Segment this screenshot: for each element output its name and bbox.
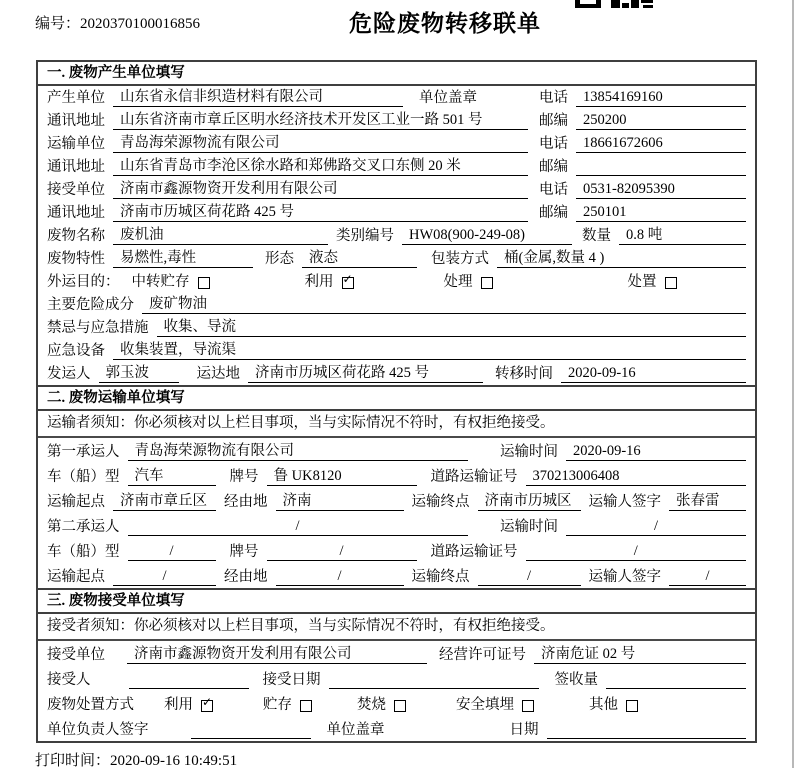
transport-address-label: 通讯地址 [47,159,105,175]
qr-code-fragment-icon [575,0,653,9]
terminal-value: 济南市历城区 [478,493,581,511]
second-transport-date-label: 运输时间 [500,519,558,535]
waste-property-label: 废物特性 [47,251,105,267]
receiver-unit-value: 济南市鑫源物资开发利用有限公司 [113,181,528,199]
plate-number-value: 鲁 UK8120 [267,468,417,486]
form-state-value: 液态 [302,250,417,268]
received-amount-label: 签收量 [554,672,598,688]
carrier-signature-2-value: / [669,568,746,586]
producer-row-5 [38,178,755,201]
serial-label: 编号： [35,16,81,32]
transfer-date-label: 转移时间 [495,366,553,382]
receiver-row-3 [38,691,755,716]
disposal-utilize-checkbox-label: 利用 [164,697,193,713]
first-carrier-label: 第一承运人 [47,444,120,460]
consignor-value: 郭玉波 [99,365,179,383]
check-mark-icon: ✓ [202,694,213,709]
disposal-other-checkbox [589,697,638,714]
producer-unit-label: 产生单位 [47,90,105,106]
transporter-row-3 [38,488,755,513]
disposal-storage-checkbox-label: 贮存 [263,697,292,713]
dispose-checkbox-label: 处置 [627,274,657,290]
road-permit-2-label: 道路运输证号 [430,544,518,560]
receiver-unit-label: 接受单位 [47,182,105,198]
disposal-storage-checkbox [263,697,312,714]
consignor-label: 发运人 [47,366,91,382]
contraindication-value: 收集、导流 [157,319,747,337]
checkbox-box [300,700,312,712]
waste-name-value: 废机油 [113,227,328,245]
disposal-incinerate-checkbox-label: 焚烧 [357,697,386,713]
producer-postcode-value: 250200 [576,112,746,130]
checkbox-box [342,271,354,289]
section-producer [38,62,755,385]
checkbox-box [394,700,406,712]
quantity-label: 数量 [582,228,611,244]
vehicle-type-2-value: / [128,543,216,561]
checkbox-box [665,277,677,289]
via-value: 济南 [276,493,404,511]
responsible-signature-label: 单位负责人签字 [47,722,149,738]
receive-person-label: 接受人 [47,672,91,688]
plate-number-label: 牌号 [229,469,259,485]
producer-row-9 [38,270,755,293]
producer-row-11 [38,316,755,339]
origin-2-value: / [113,568,216,586]
destination-label: 运达地 [196,366,240,382]
transport-postcode-value [576,159,746,176]
dispose-checkbox [628,274,677,291]
road-permit-label: 道路运输证号 [430,469,518,485]
carrier-signature-value: 张春雷 [669,493,746,511]
receive-person-value [129,672,249,689]
second-carrier-value: / [128,518,468,536]
vehicle-type-value: 汽车 [128,468,216,486]
treat-checkbox [444,274,493,291]
checkbox-box [201,694,213,712]
receive-date-value [329,672,539,689]
received-amount-value [606,672,746,689]
via-2-value: / [276,568,404,586]
contraindication-label: 禁忌与应急措施 [47,320,149,336]
via-2-label: 经由地 [224,569,268,585]
second-transport-date-value: / [566,518,746,536]
producer-address-value: 山东省济南市章丘区明水经济技术开发区工业一路 501 号 [113,112,528,130]
quantity-value: 0.8 吨 [619,227,746,245]
producer-row-8 [38,247,755,270]
receiver-row-4 [38,716,755,741]
print-time-value: 2020-09-16 10:49:51 [110,753,238,769]
receiver-postcode-value: 250101 [576,204,746,222]
transfer-storage-checkbox-label: 中转贮存 [131,274,190,290]
emergency-equipment-label: 应急设备 [47,343,105,359]
section-title-transporter: 二. 废物运输单位填写 [38,387,755,411]
destination-value: 济南市历城区荷花路 425 号 [248,365,483,383]
transfer-storage-checkbox [132,274,210,291]
utilize-checkbox-label: 利用 [304,274,334,290]
receiver-postcode-label: 邮编 [539,205,568,221]
packing-value: 桶(金属,数量 4 ) [497,250,746,268]
receiver-address-value: 济南市历城区荷花路 425 号 [113,204,528,222]
transport-unit-value: 青岛海荣源物流有限公司 [113,135,528,153]
unit-seal-label: 单位盖章 [419,90,477,106]
disposal-landfill-checkbox-label: 安全填埋 [456,697,514,713]
carrier-signature-2-label: 运输人签字 [588,569,661,585]
transport-phone-value: 18661672606 [576,135,746,153]
producer-row-3 [38,132,755,155]
responsible-signature-value [191,722,311,739]
receive-unit-label: 接受单位 [47,647,105,663]
road-permit-value: 370213006408 [526,468,747,486]
producer-row-1 [38,86,755,109]
plate-number-2-value: / [267,543,417,561]
transport-unit-label: 运输单位 [47,136,105,152]
section-title-producer: 一. 废物产生单位填写 [38,62,755,86]
receiver-address-label: 通讯地址 [47,205,105,221]
receiver-notice: 接受者须知：你必须核对以上栏目事项，当与实际情况不符时，有权拒绝接受。 [38,614,755,641]
road-permit-2-value: / [526,543,747,561]
producer-row-10 [38,293,755,316]
page-title: 危险废物转移联单 [349,11,541,36]
first-carrier-value: 青岛海荣源物流有限公司 [128,443,468,461]
producer-postcode-label: 邮编 [539,113,568,129]
producer-unit-value: 山东省永信非织造材料有限公司 [113,89,403,107]
carrier-signature-label: 运输人签字 [588,494,661,510]
category-code-value: HW08(900-249-08) [402,227,572,245]
second-carrier-label: 第二承运人 [47,519,120,535]
section-transporter [38,385,755,588]
receiver-phone-value: 0531-82095390 [576,181,746,199]
producer-row-12 [38,339,755,362]
origin-label: 运输起点 [47,494,105,510]
disposal-incinerate-checkbox [357,697,406,714]
transporter-row-6 [38,563,755,588]
disposal-utilize-checkbox [164,694,213,714]
window-edge-line [792,0,794,768]
utilize-checkbox [304,271,354,291]
outbound-purpose-label: 外运目的： [47,274,120,290]
packing-label: 包装方式 [431,251,489,267]
receive-stamp-date-value [547,722,747,739]
treat-checkbox-label: 处理 [443,274,473,290]
disposal-other-checkbox-label: 其他 [589,697,618,713]
receiver-phone-label: 电话 [539,182,568,198]
transfer-date-value: 2020-09-16 [561,365,746,383]
waste-name-label: 废物名称 [47,228,105,244]
producer-phone-label: 电话 [539,90,568,106]
transporter-notice: 运输者须知：你必须核对以上栏目事项，当与实际情况不符时，有权拒绝接受。 [38,411,755,438]
terminal-label: 运输终点 [411,494,470,510]
license-number-value: 济南危证 02 号 [534,646,746,664]
vehicle-type-label: 车（船）型 [47,469,120,485]
waste-property-value: 易燃性,毒性 [113,250,253,268]
transporter-row-1 [38,438,755,463]
receiver-row-2 [38,666,755,691]
checkbox-box [522,700,534,712]
hazard-component-value: 废矿物油 [142,296,746,314]
receiver-unit-seal-label: 单位盖章 [326,722,385,738]
receive-stamp-date-label: 日期 [509,722,539,738]
transport-postcode-label: 邮编 [539,159,568,175]
checkbox-box [626,700,638,712]
terminal-2-label: 运输终点 [411,569,470,585]
print-time [35,749,237,770]
producer-row-2 [38,109,755,132]
origin-2-label: 运输起点 [47,569,105,585]
hazard-component-label: 主要危险成分 [47,297,134,313]
first-transport-date-value: 2020-09-16 [566,443,746,461]
category-code-label: 类别编号 [336,228,394,244]
disposal-landfill-checkbox [456,697,534,714]
transporter-row-5 [38,538,755,563]
via-label: 经由地 [224,494,268,510]
producer-address-label: 通讯地址 [47,113,105,129]
first-transport-date-label: 运输时间 [500,444,558,460]
transport-address-value: 山东省青岛市李沧区徐水路和郑佛路交叉口东侧 20 米 [113,158,528,176]
terminal-2-value: / [478,568,581,586]
transfer-form-table [36,60,757,743]
plate-number-2-label: 牌号 [229,544,259,560]
emergency-equipment-value: 收集装置，导流渠 [113,342,746,360]
receive-date-label: 接受日期 [262,672,321,688]
license-number-label: 经营许可证号 [439,647,526,663]
section-title-receiver: 三. 废物接受单位填写 [38,590,755,614]
transport-phone-label: 电话 [539,136,568,152]
producer-row-6 [38,201,755,224]
vehicle-type-2-label: 车（船）型 [47,544,120,560]
receiver-row-1 [38,641,755,666]
checkbox-box [198,277,210,289]
receive-unit-value: 济南市鑫源物资开发利用有限公司 [127,646,427,664]
producer-row-13 [38,362,755,385]
serial-value: 2020370100016856 [80,16,201,32]
checkbox-box [481,277,493,289]
check-mark-icon: ✓ [342,271,353,286]
transporter-row-2 [38,463,755,488]
form-state-label: 形态 [265,251,294,267]
transporter-row-4 [38,513,755,538]
print-time-label: 打印时间： [35,753,111,769]
disposal-method-label: 废物处置方式 [47,697,134,713]
producer-row-4 [38,155,755,178]
producer-phone-value: 13854169160 [576,89,746,107]
section-receiver [38,588,755,741]
producer-row-7 [38,224,755,247]
origin-value: 济南市章丘区 [113,493,216,511]
